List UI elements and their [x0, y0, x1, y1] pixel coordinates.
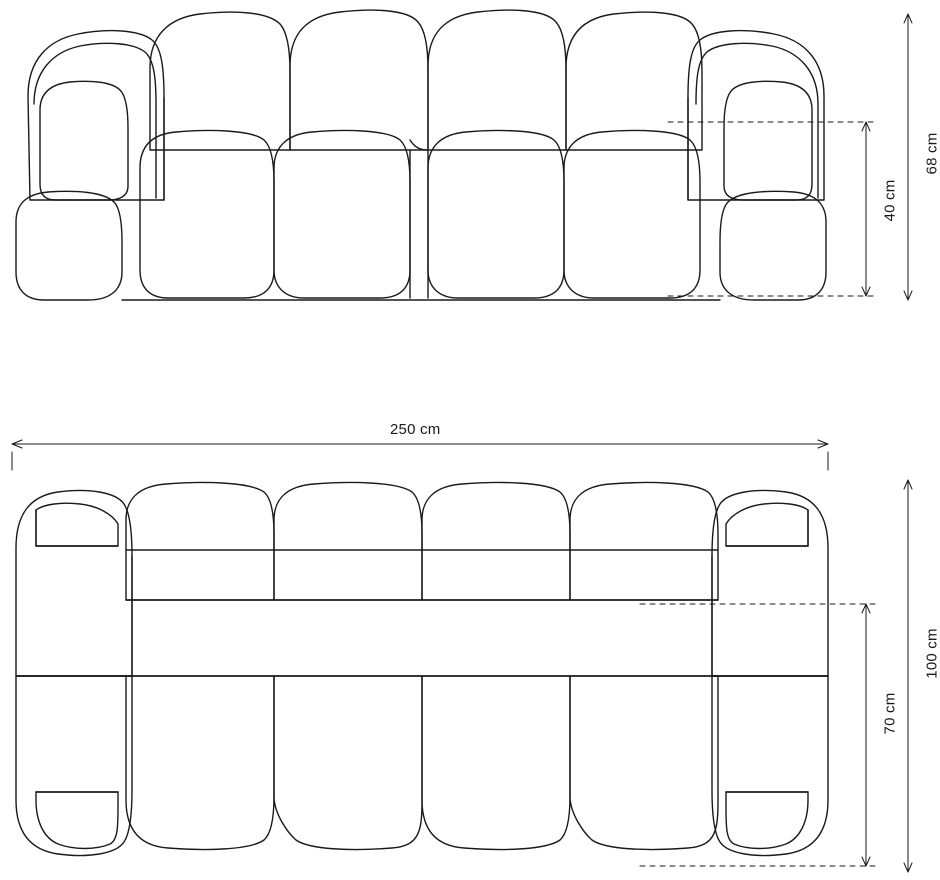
dimension-label-depth-seat: 70 cm	[881, 692, 899, 735]
dimension-label-width-total: 250 cm	[390, 421, 441, 438]
dimension-label-height-seat-back: 40 cm	[881, 179, 899, 222]
top-plan-view	[16, 483, 828, 856]
dimension-label-height-total: 68 cm	[923, 132, 940, 175]
width-dimension	[12, 440, 828, 470]
front-elevation-dimensions	[668, 14, 912, 300]
dimension-label-depth-total: 100 cm	[923, 628, 940, 679]
front-elevation-view	[16, 10, 826, 300]
